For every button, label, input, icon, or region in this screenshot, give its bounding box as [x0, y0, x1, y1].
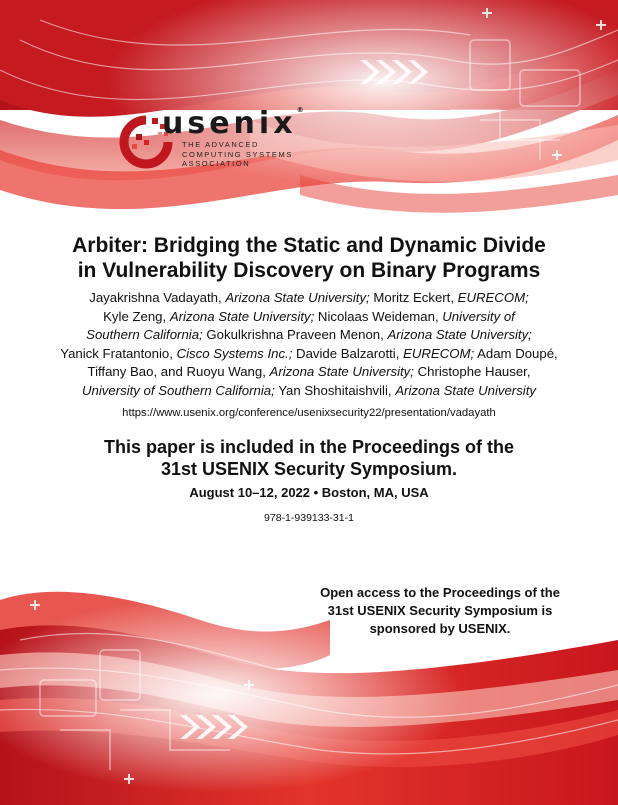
author-name: Jayakrishna Vadayath, — [89, 290, 226, 305]
author-affiliation: University of — [442, 308, 515, 324]
usenix-tagline: THE ADVANCED COMPUTING SYSTEMS ASSOCIATION — [182, 140, 293, 168]
author-line — [20, 289, 598, 308]
author-line — [20, 326, 598, 345]
author-name: Nicolaas Weideman, — [314, 308, 443, 324]
isbn: 978-1-939133-31-1 — [264, 512, 354, 524]
conference-dates-location: August 10–12, 2022 • Boston, MA, USA — [189, 485, 429, 500]
author-name: Yanick Fratantonio, — [60, 345, 177, 361]
author-name: Gokulkrishna Praveen Menon, — [202, 327, 388, 343]
author-affiliation: EURECOM; — [457, 290, 529, 305]
author-name: Tiffany Bao, and Ruoyu Wang, — [87, 364, 270, 380]
author-name: Christophe Hauser, — [413, 364, 531, 380]
author-affiliation: University of Southern California; — [82, 382, 275, 398]
author-name: Moritz Eckert, — [369, 290, 458, 305]
author-name: Adam Doupé, — [474, 345, 558, 361]
author-line — [20, 382, 598, 401]
author-name: Davide Balzarotti, — [292, 345, 404, 361]
author-line — [20, 345, 598, 364]
usenix-wordmark: usenix® — [162, 106, 304, 141]
author-list — [20, 289, 598, 401]
author-name: Kyle Zeng, — [103, 308, 170, 324]
usenix-logo — [118, 108, 328, 178]
author-line — [20, 363, 598, 382]
author-affiliation: EURECOM; — [403, 345, 475, 361]
author-affiliation: Arizona State University; — [269, 364, 414, 380]
author-affiliation: Arizona State University; — [225, 290, 370, 305]
author-affiliation: Cisco Systems Inc.; — [176, 345, 293, 361]
proceedings-statement: This paper is included in the Proceedings of the 31st USENIX Security Symposium. — [103, 437, 515, 479]
author-affiliation: Arizona State University; — [169, 308, 315, 324]
author-line — [20, 308, 598, 327]
paper-title: Arbiter: Bridging the Static and Dynamic Divide in Vulnerability Discovery on Binary Programs — [72, 234, 546, 282]
author-affiliation: Southern California; — [86, 327, 203, 343]
paper-url-link[interactable]: https://www.usenix.org/conference/usenixsecurity22/presentation/vadayath — [122, 407, 496, 419]
open-access-statement: Open access to the Proceedings of the 31st USENIX Security Symposium is sponsored by USENIX. — [320, 585, 560, 636]
author-affiliation: Arizona State University; — [387, 327, 532, 343]
author-name: Yan Shoshitaishvili, — [274, 382, 396, 398]
author-affiliation: Arizona State University — [395, 382, 536, 398]
